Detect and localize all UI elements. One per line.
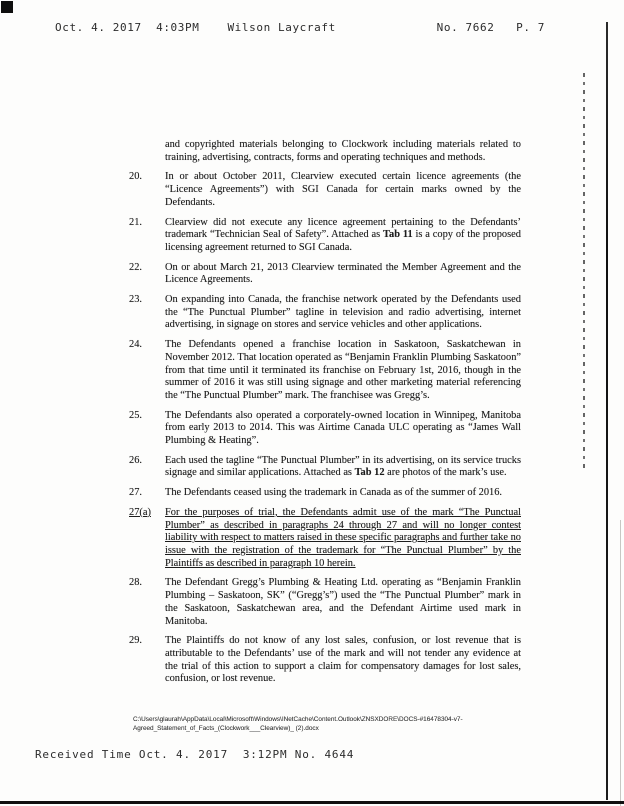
- file-path-line1: C:\Users\glaurah\AppData\Local\Microsoft\Windows\INetCache\Content.Outlook\ZNSXDORE\DOCS-#16478304-v7-: [133, 716, 463, 723]
- document-paragraph: [129, 217, 521, 255]
- paragraph-text: For the purposes of trial, the Defendants admit use of the mark “The Punctual Plumber” as described in paragraphs 24 through 27 and will no longer contest liability with respect to matters raised in these specific paragraphs and further take no issue with the registration of the trademark for “The Punctual Plumber” by the Plaintiffs as described in paragraph 10 herein.: [165, 506, 521, 569]
- document-paragraph: [129, 410, 521, 448]
- fax-sender: Wilson Laycraft: [227, 21, 336, 34]
- paragraph-text: Each used the tagline “The Punctual Plumber” in its advertising, on its service trucks signage and similar applications. Attached as Tab 12 are photos of the mark’s use.: [165, 454, 521, 479]
- scan-corner-artifact: [1, 1, 13, 13]
- paragraph-text: and copyrighted materials belonging to Clockwork including materials related to training, advertising, contracts, forms and operating techniques and methods.: [165, 139, 521, 163]
- paragraph-number: 28.: [129, 577, 142, 589]
- paragraph-number: 20.: [129, 171, 142, 183]
- fax-datetime: Oct. 4. 2017 4:03PM: [55, 21, 200, 34]
- paragraph-text: The Defendants opened a franchise location in Saskatoon, Saskatchewan in November 2012. That location operated as “Benjamin Franklin Plumbing Saskatoon” from that time until it terminated its franchise on February 1st, 2016, though in the summer of 2016 it was still using signage and other marketing material referencing the “The Punctual Plumber” mark. The franchisee was Gregg’s.: [165, 339, 521, 401]
- paragraph-number: 26.: [129, 454, 142, 466]
- scan-bottom-edge-artifact: [0, 801, 624, 804]
- document-paragraph: [129, 507, 521, 571]
- paragraph-number: 22.: [129, 261, 142, 273]
- document-paragraph: [129, 139, 521, 164]
- fax-page-info: No. 7662 P. 7: [436, 21, 545, 34]
- bold-tab-reference: Tab 11: [383, 229, 413, 241]
- document-paragraph: [129, 577, 521, 628]
- file-path-line2: Agreed_Statement_of_Facts_(Clockwork___Clearview)_ (2).docx: [133, 724, 319, 732]
- document-file-path: [133, 716, 473, 733]
- paragraph-number: 27.: [129, 487, 142, 499]
- fax-header: [55, 21, 545, 34]
- paragraph-text: The Defendants also operated a corporately-owned location in Winnipeg, Manitoba from early 2013 to 2014. This was Airtime Canada ULC operating as “James Wall Plumbing & Heating”.: [165, 409, 521, 447]
- paragraph-number: 25.: [129, 409, 142, 421]
- fax-received-stamp: Received Time Oct. 4. 2017 3:12PM No. 4644: [35, 748, 355, 761]
- paragraph-text: The Plaintiffs do not know of any lost sales, confusion, or lost revenue that is attributable to the Defendants’ use of the mark and will not tender any evidence at the trial of this action to support a claim for compensatory damages for lost sales, confusion, or lost revenue.: [165, 635, 521, 685]
- paragraph-text: The Defendant Gregg’s Plumbing & Heating Ltd. operating as “Benjamin Franklin Plumbing – Saskatoon, SK” (“Gregg’s”) used the “The Punctual Plumber” mark in the Saskatoon, Saskatchewan area, and the Defendant Airtime used mark in Manitoba.: [165, 577, 521, 627]
- document-paragraphs: [129, 139, 521, 693]
- scan-dashed-line-artifact: [583, 73, 585, 473]
- paragraph-text: On expanding into Canada, the franchise network operated by the Defendants used the “The Punctual Plumber” tagline in television and radio advertising, internet advertising, in signage on stores and service vehicles and other applications.: [165, 294, 521, 331]
- paragraph-text: On or about March 21, 2013 Clearview terminated the Member Agreement and the Licence Agreements.: [165, 261, 521, 286]
- scan-faint-line-artifact: [620, 520, 621, 806]
- paragraph-text: The Defendants ceased using the trademark in Canada as of the summer of 2016.: [165, 487, 503, 499]
- fax-header-left: [55, 21, 336, 34]
- document-paragraph: [129, 455, 521, 480]
- paragraph-number: 21.: [129, 216, 142, 228]
- document-paragraph: [129, 262, 521, 287]
- document-paragraph: [129, 487, 521, 500]
- paragraph-number: 27(a): [129, 506, 151, 518]
- paragraph-text: In or about October 2011, Clearview executed certain licence agreements (the “Licence Agreements”) with SGI Canada for certain marks owned by the Defendants.: [165, 171, 521, 208]
- document-paragraph: [129, 635, 521, 686]
- paragraph-number: 24.: [129, 339, 142, 351]
- paragraph-number: 23.: [129, 294, 142, 306]
- bold-tab-reference: Tab 12: [354, 467, 385, 479]
- document-paragraph: [129, 294, 521, 332]
- paragraph-number: 29.: [129, 635, 142, 647]
- document-paragraph: [129, 339, 521, 403]
- paragraph-number: [129, 139, 165, 164]
- paragraph-text: Clearview did not execute any licence agreement pertaining to the Defendants’ trademark “Technician Seal of Safety”. Attached as Tab 11 is a copy of the proposed licensing agreement returned to SGI Canada.: [165, 216, 521, 253]
- scan-vertical-line-artifact: [606, 22, 608, 800]
- document-paragraph: [129, 171, 521, 209]
